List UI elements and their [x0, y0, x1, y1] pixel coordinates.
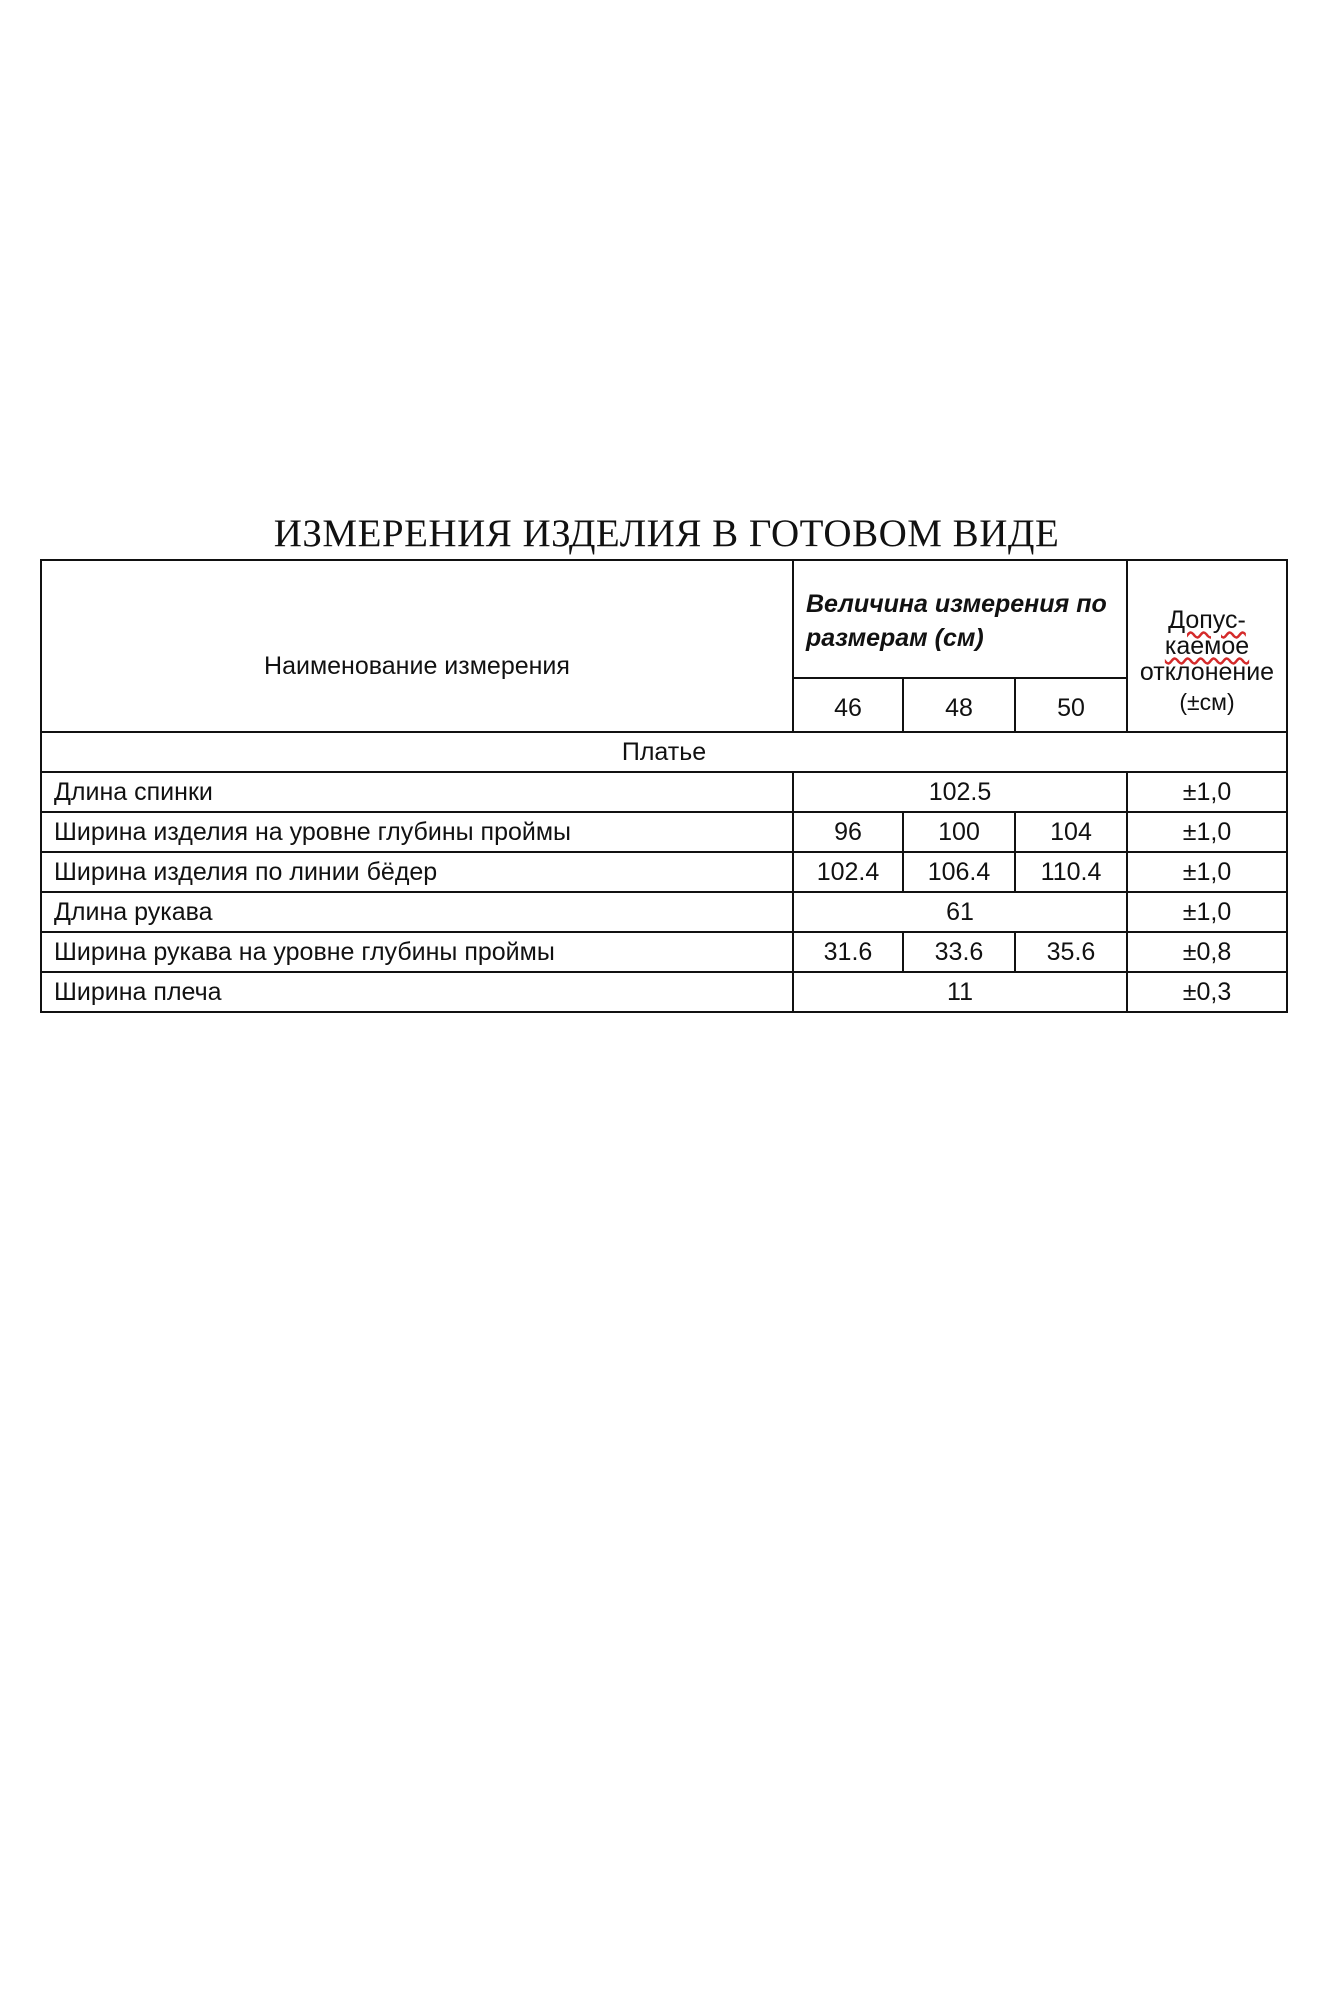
document-title: ИЗМЕРЕНИЯ ИЗДЕЛИЯ В ГОТОВОМ ВИДЕ	[273, 512, 1060, 555]
measurement-value: 102.4	[793, 852, 903, 892]
measurement-tolerance: ±1,0	[1127, 852, 1287, 892]
tolerance-header-line3: отклонение	[1139, 658, 1275, 686]
table-row	[41, 852, 1287, 892]
measurement-value: 31.6	[793, 932, 903, 972]
name-column-header: Наименование измерения	[41, 560, 793, 732]
table-row	[41, 932, 1287, 972]
measurement-name: Ширина рукава на уровне глубины проймы	[41, 932, 793, 972]
measurement-name: Длина рукава	[41, 892, 793, 932]
tolerance-column-header	[1127, 560, 1287, 732]
tolerance-header-unit: (±см)	[1179, 689, 1235, 715]
measurement-tolerance: ±1,0	[1127, 772, 1287, 812]
measurement-tolerance: ±1,0	[1127, 812, 1287, 852]
tolerance-header-line2: каемое	[1164, 632, 1250, 660]
measurement-name: Ширина изделия на уровне глубины проймы	[41, 812, 793, 852]
measurement-name: Ширина плеча	[41, 972, 793, 1012]
measurement-tolerance: ±0,8	[1127, 932, 1287, 972]
measurement-value: 96	[793, 812, 903, 852]
measurements-table	[40, 559, 1288, 1013]
measurement-name: Ширина изделия по линии бёдер	[41, 852, 793, 892]
measurement-value: 35.6	[1015, 932, 1127, 972]
measurement-value: 33.6	[903, 932, 1015, 972]
section-row	[41, 732, 1287, 772]
table-row	[41, 972, 1287, 1012]
size-header-50: 50	[1015, 678, 1127, 732]
size-header-48: 48	[903, 678, 1015, 732]
values-column-header: Величина измерения по размерам (см)	[793, 560, 1127, 678]
measurement-value: 11	[793, 972, 1127, 1012]
measurement-tolerance: ±0,3	[1127, 972, 1287, 1012]
measurement-tolerance: ±1,0	[1127, 892, 1287, 932]
measurement-name: Длина спинки	[41, 772, 793, 812]
measurement-value: 104	[1015, 812, 1127, 852]
measurement-value: 106.4	[903, 852, 1015, 892]
measurement-value: 61	[793, 892, 1127, 932]
measurement-value: 110.4	[1015, 852, 1127, 892]
measurement-value: 100	[903, 812, 1015, 852]
header-row	[41, 560, 1287, 678]
table-row	[41, 772, 1287, 812]
section-label: Платье	[41, 732, 1287, 772]
measurement-value: 102.5	[793, 772, 1127, 812]
tolerance-header-line1: Допус-	[1168, 606, 1246, 634]
table-row	[41, 812, 1287, 852]
size-header-46: 46	[793, 678, 903, 732]
table-row	[41, 892, 1287, 932]
